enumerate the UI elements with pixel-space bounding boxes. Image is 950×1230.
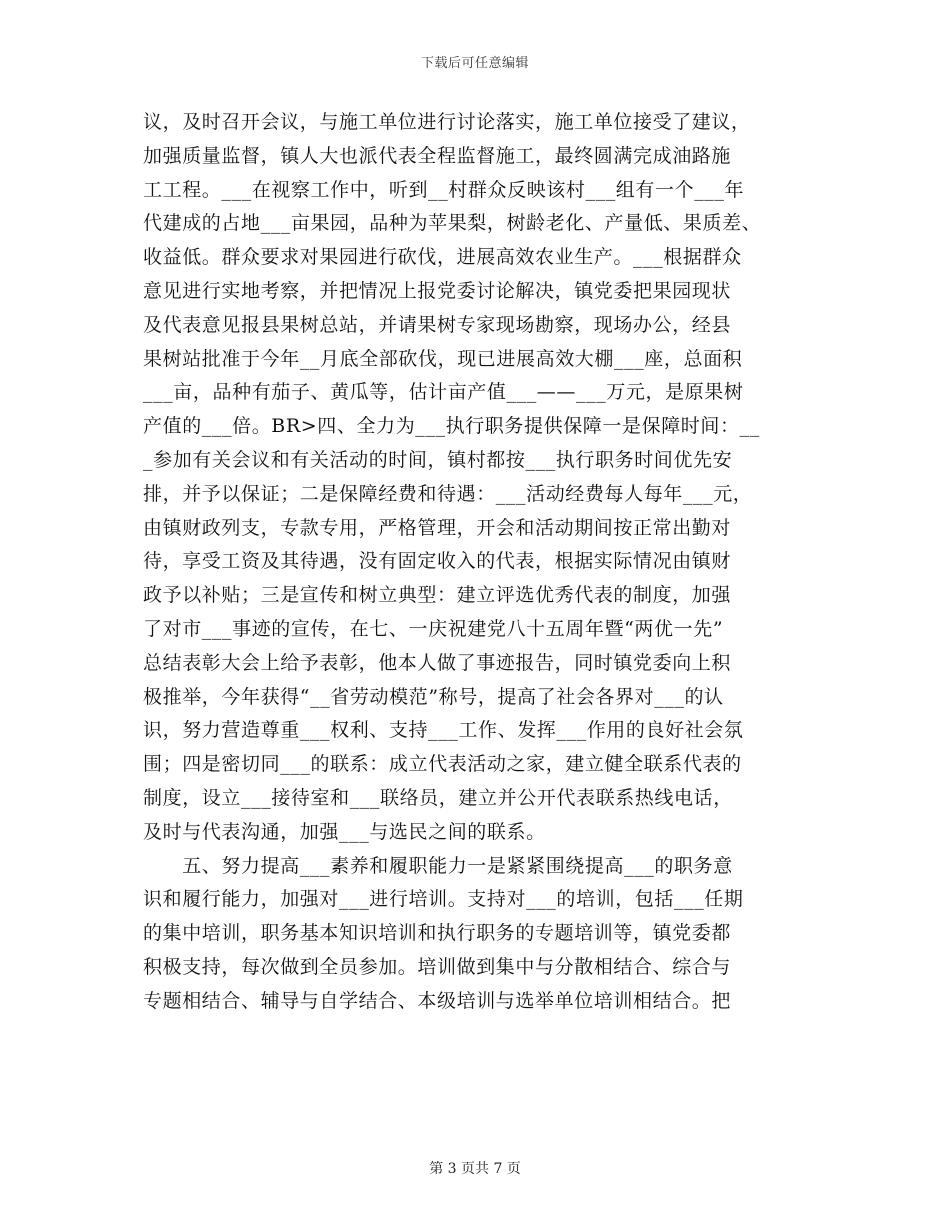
text-line: 五、努力提高___素养和履职能力一是紧紧围绕提高___的职务意 [143,854,733,877]
text-line: 排，并予以保证；二是保障经费和待遇：___活动经费每人每年___元， [143,482,753,505]
text-line: 由镇财政列支，专款专用，严格管理，开会和活动期间按正常出勤对 [143,516,732,539]
page-footer: 第 3 页共 7 页 [429,1161,521,1177]
text-line: 及代表意见报县果树总站，并请果树专家现场勘察，现场办公，经县 [143,313,732,336]
page-header: 下载后可任意编辑 [420,56,529,71]
text-line: 加强质量监督，镇人大也派代表全程监督施工，最终圆满完成油路施 [143,144,732,167]
text-line: 政予以补贴；三是宣传和树立典型：建立评选优秀代表的制度，加强 [143,584,732,607]
text-line: 工工程。___在视察工作中，听到__村群众反映该村___组有一个___年 [143,178,745,201]
text-line: 围；四是密切同___的联系：成立代表活动之家，建立健全联系代表的 [143,753,742,776]
text-line: 议，及时召开会议，与施工单位进行讨论落实，施工单位接受了建议， [143,111,751,133]
text-line: 识和履行能力，加强对___进行培训。支持对___的培训，包括___任期 [143,888,744,911]
text-line: _参加有关会议和有关活动的时间，镇村都按___执行职务时间优先安 [143,448,733,471]
text-line: 果树站批准于今年__月底全部砍伐，现已进展高效大棚___座，总面积 [143,347,743,370]
text-line: 了对市___事迹的宣传，在七、一庆祝建党八十五周年暨“两优一先” [143,617,724,640]
text-line: 及时与代表沟通，加强___与选民之间的联系。 [143,820,546,843]
text-line: 专题相结合、辅导与自学结合、本级培训与选举单位培训相结合。把 [143,989,732,1012]
text-line: 的集中培训，职务基本知识培训和执行职务的专题培训等，镇党委都 [143,922,732,945]
text-line: 产值的___倍。BR>四、全力为___执行职务提供保障一是保障时间：__ [143,415,760,438]
text-line: 极推举，今年获得“__省劳动模范”称号，提高了社会各界对___的认 [143,685,724,708]
text-line: 积极支持，每次做到全员参加。培训做到集中与分散相结合、综合与 [143,955,732,978]
text-line: ___亩，品种有茄子、黄瓜等，估计亩产值___——___万元，是原果树 [143,381,744,404]
text-line: 制度，设立___接待室和___联络员，建立并公开代表联系热线电话， [143,786,733,809]
text-line: 总结表彰大会上给予表彰，他本人做了事迹报告，同时镇党委向上积 [143,651,732,674]
text-line: 待，享受工资及其待遇，没有固定收入的代表，根据实际情况由镇财 [143,550,732,573]
text-line: 收益低。群众要求对果园进行砍伐，进展高效农业生产。___根据群众 [143,246,742,269]
document-body [143,106,813,1019]
text-line: 识，努力营造尊重___权利、支持___工作、发挥___作用的良好社会氛 [143,719,744,742]
text-line: 意见进行实地考察，并把情况上报党委讨论解决，镇党委把果园现状 [143,279,732,302]
text-line: 代建成的占地___亩果园，品种为苹果梨，树龄老化、产量低、果质差、 [143,212,762,235]
